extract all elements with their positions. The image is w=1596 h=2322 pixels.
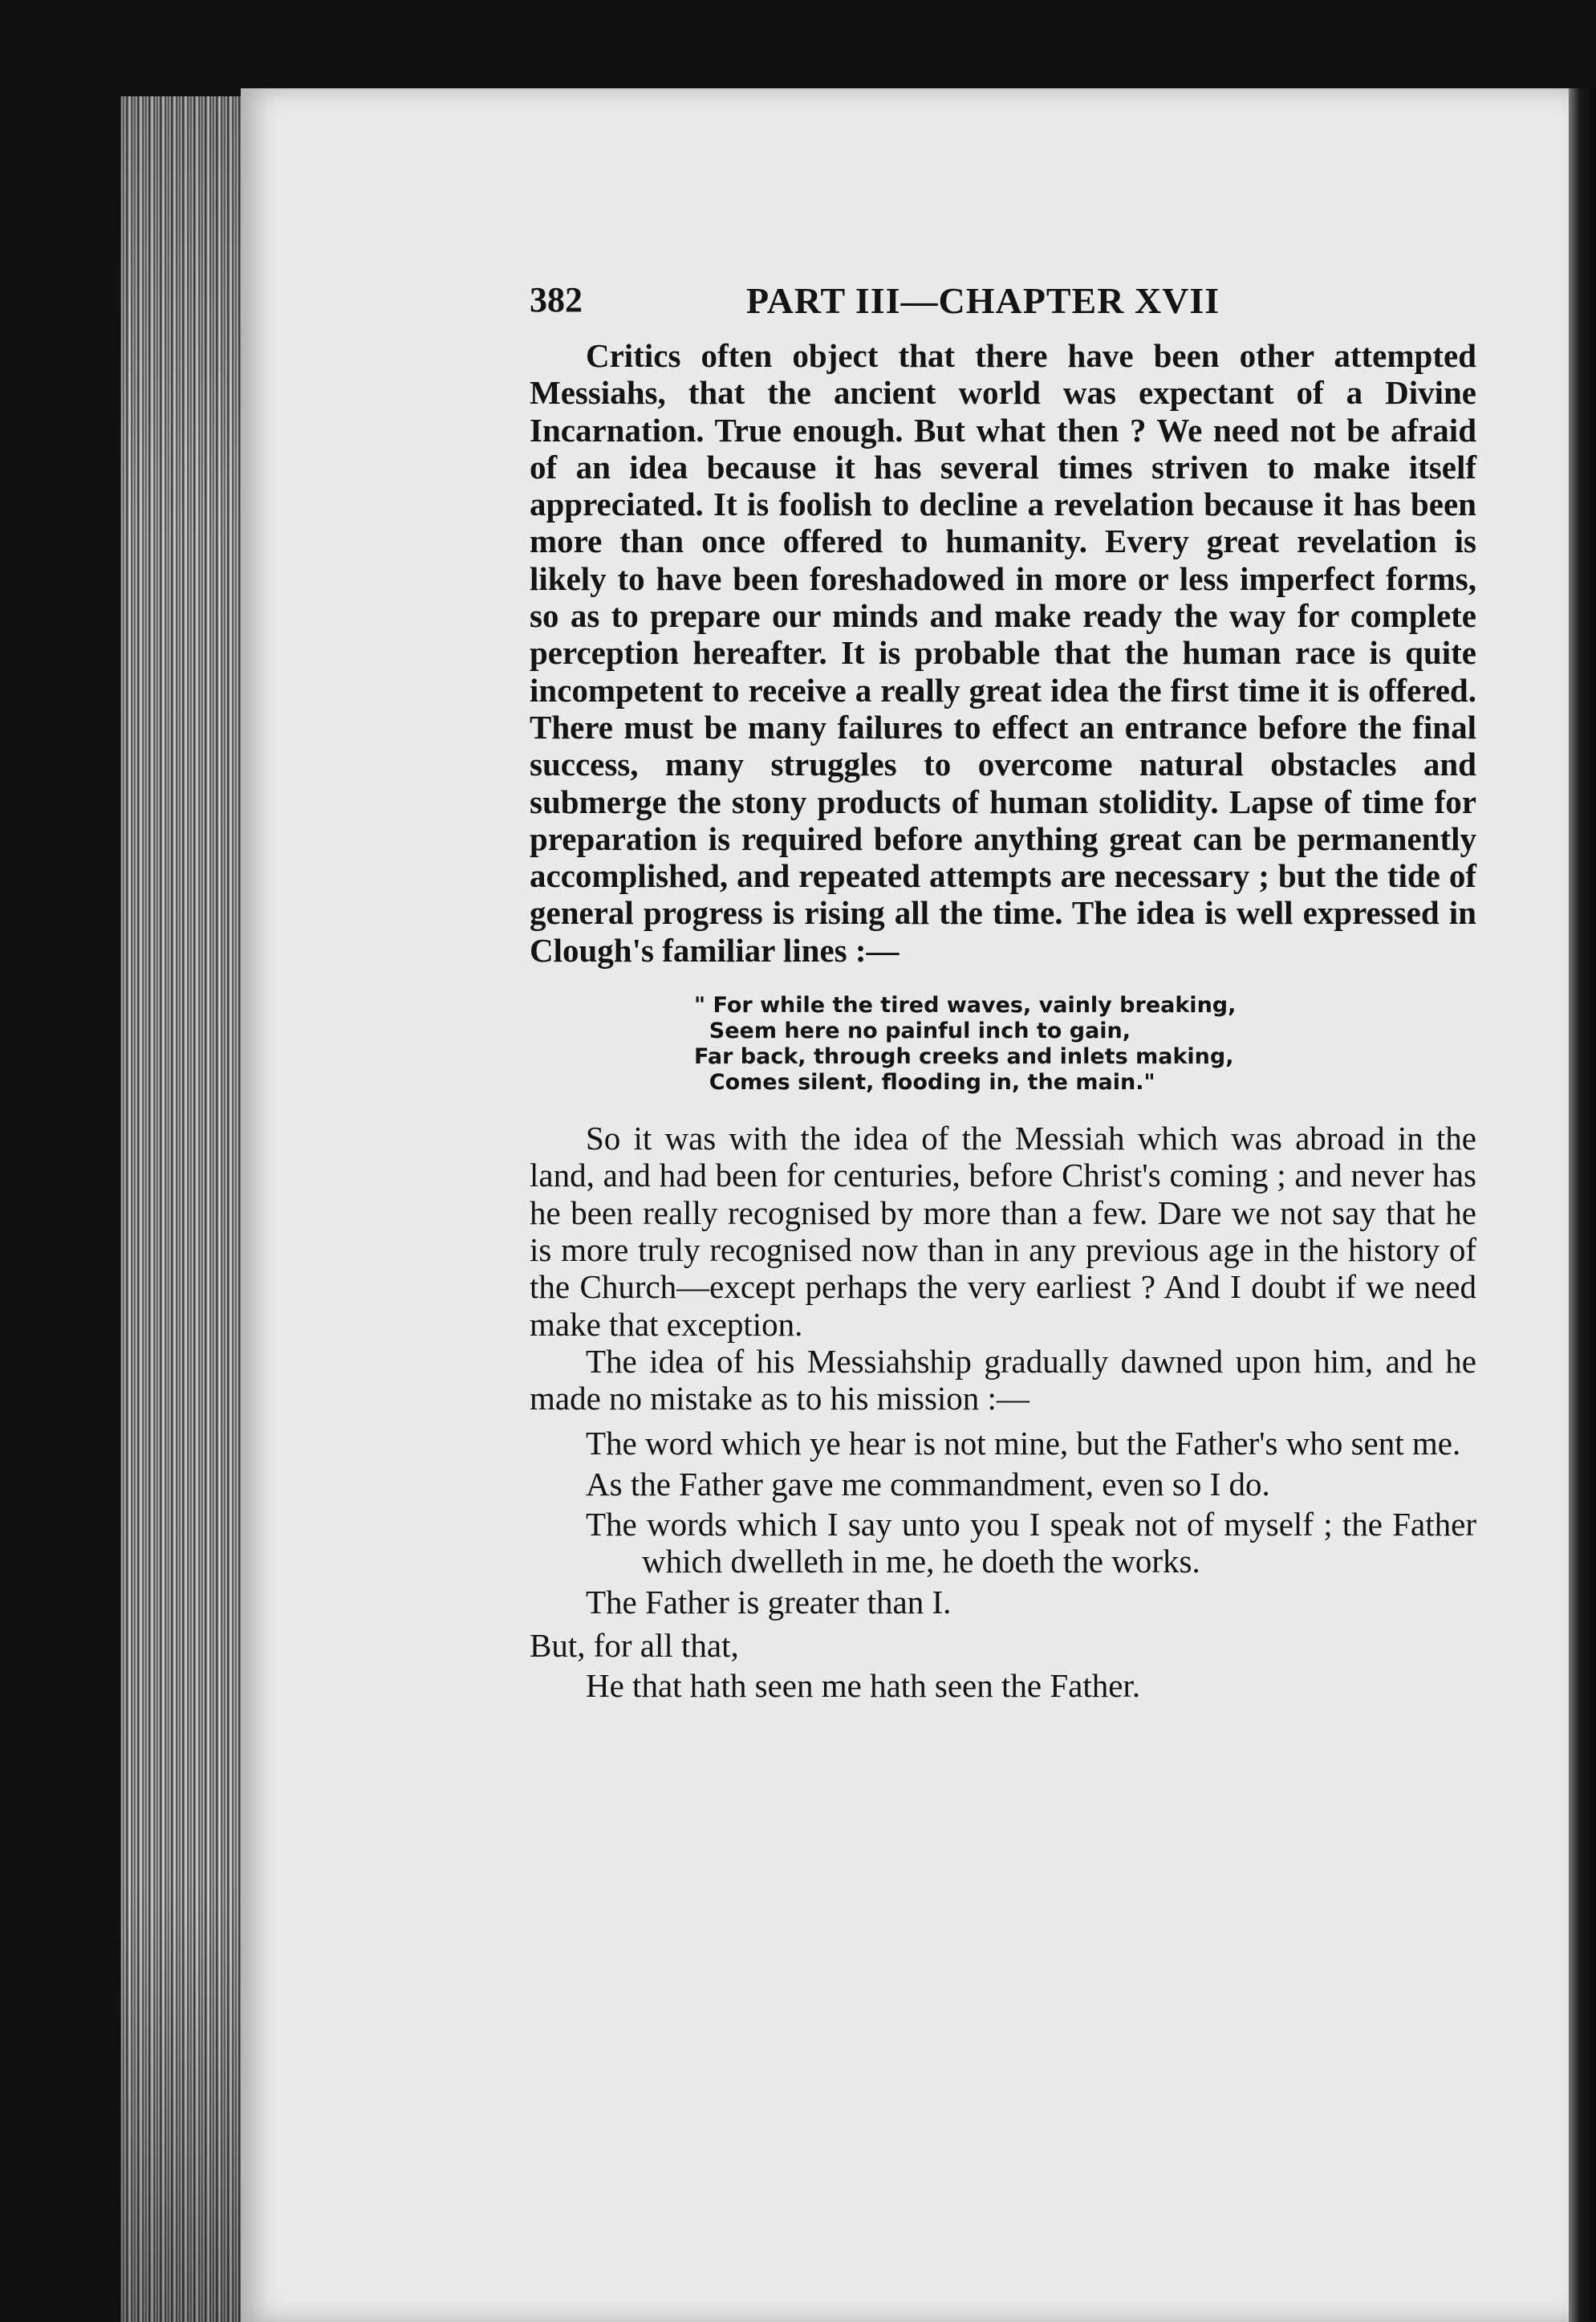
running-head	[530, 273, 1476, 337]
scripture-verse: The word which ye hear is not mine, but the Father's who sent me.	[586, 1425, 1461, 1462]
scripture-verse-final: He that hath seen me hath seen the Father.	[586, 1667, 1141, 1705]
poem-line: " For while the tired waves, vainly breaking,	[694, 993, 1237, 1019]
scripture-verse: As the Father gave me commandment, even so I do.	[586, 1465, 1270, 1503]
chapter-title: PART III—CHAPTER XVII	[746, 280, 1220, 321]
page-number: 382	[530, 280, 583, 319]
paragraph-messiah: So it was with the idea of the Messiah which was abroad in the land, and had been for centuries, before Christ's coming ; and never has he been really recognised by more than a few. Dare we not say that he is more truly recognised now than in any previous age in the history of the Church—except perhaps the very earliest ? And I doubt if we need make that exception.	[530, 1120, 1476, 1343]
paragraph-messiahship: The idea of his Messiahship gradually dawned upon him, and he made no mistake as to his mission :—	[530, 1342, 1476, 1417]
book-right-edge	[1569, 88, 1596, 2322]
clough-poem	[694, 993, 1476, 1096]
poem-line: Seem here no painful inch to gain,	[694, 1019, 1131, 1044]
poem-line: Far back, through creeks and inlets making,	[694, 1044, 1234, 1070]
book-page-edges	[120, 96, 257, 2322]
text-block	[530, 273, 1476, 1708]
scripture-quotes	[530, 1425, 1476, 1704]
scripture-verse: The words which I say unto you I speak not of myself ; the Father which dwelleth in me, he doeth the works.	[586, 1506, 1476, 1580]
paragraph-critics: Critics often object that there have been other attempted Messiahs, that the ancient world was expectant of a Divine Incarnation. True enough. But what then ? We need not be afraid of an idea because it has several times striven to make itself appreciated. It is foolish to decline a revelation because it has been more than once offered to humanity. Every great revelation is likely to have been foreshadowed in more or less imperfect forms, so as to prepare our minds and make ready the way for complete perception hereafter. It is probable that the human race is quite incompetent to receive a really great idea the first time it is offered. There must be many failures to effect an entrance before the final success, many struggles to overcome natural obstacles and submerge the stony products of human stolidity. Lapse of time for preparation is required before anything great can be permanently accomplished, and repeated attempts are necessary ; but the tide of general progress is rising all the time. The idea is well expressed in Clough's familiar lines :—	[530, 337, 1476, 969]
poem-line: Comes silent, flooding in, the main."	[694, 1070, 1155, 1096]
scripture-verse: The Father is greater than I.	[586, 1583, 952, 1621]
transition-line: But, for all that,	[530, 1626, 739, 1664]
